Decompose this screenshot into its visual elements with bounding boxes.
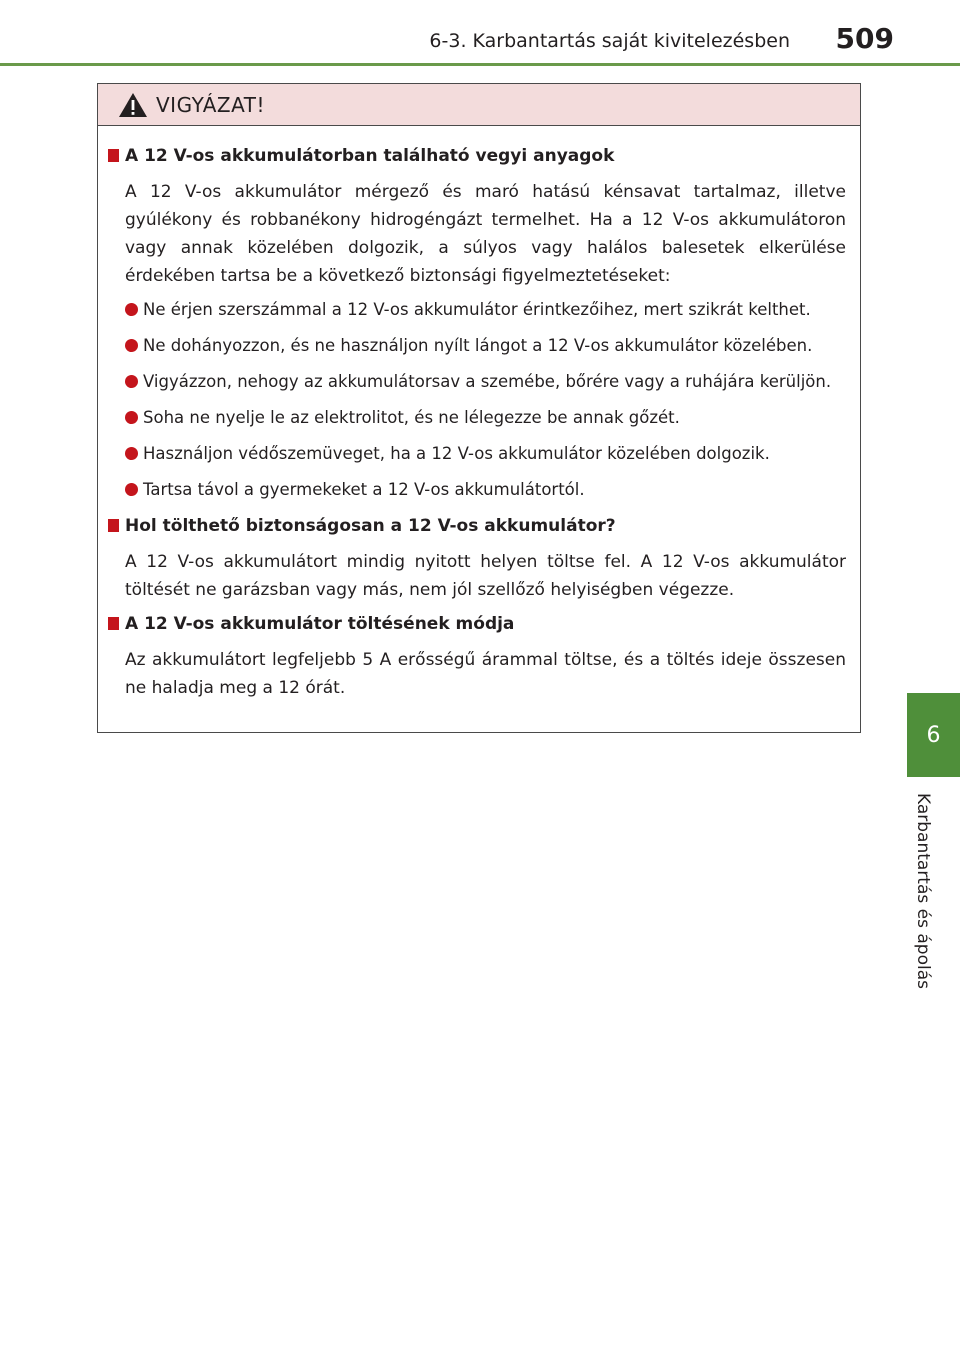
circle-bullet-icon (125, 411, 138, 424)
chapter-title: Karbantartás és ápolás (913, 793, 933, 989)
list-item: Tartsa távol a gyermekeket a 12 V-os akkumulátortól. (98, 478, 860, 502)
list-item: Vigyázzon, nehogy az akkumulátorsav a szemébe, bőrére vagy a ruhájára kerüljön. (98, 370, 860, 394)
circle-bullet-icon (125, 483, 138, 496)
warning-triangle-icon (118, 92, 148, 118)
section-text: A 12 V-os akkumulátort mindig nyitott helyen töltse fel. A 12 V-os akkumulátor töltését ne garázsban vagy más, nem jól szellőző helyiségben végezze. (125, 552, 846, 600)
circle-bullet-icon (125, 447, 138, 460)
section-title: 6-3. Karbantartás saját kivitelezésben (429, 30, 790, 52)
list-item: Ne érjen szerszámmal a 12 V-os akkumulátor érintkezőihez, mert szikrát kelthet. (98, 298, 860, 322)
caution-title: VIGYÁZAT! (156, 92, 265, 117)
list-item: Soha ne nyelje le az elektrolitot, és ne lélegezze be annak gőzét. (98, 406, 860, 430)
circle-bullet-icon (125, 339, 138, 352)
square-marker-icon (108, 617, 119, 630)
chapter-number: 6 (926, 722, 941, 748)
header-rule (0, 63, 960, 66)
section-text: Az akkumulátort legfeljebb 5 A erősségű árammal töltse, és a töltés ideje összesen ne haladja meg a 12 órát. (125, 650, 846, 698)
square-marker-icon (108, 519, 119, 532)
page-number: 509 (835, 22, 894, 55)
caution-box (97, 83, 861, 733)
chapter-tab (907, 693, 960, 777)
caution-header (98, 84, 860, 126)
list-item: Használjon védőszemüveget, ha a 12 V-os akkumulátor közelében dolgozik. (98, 442, 860, 466)
section-heading: A 12 V-os akkumulátorban található vegyi anyagok (98, 144, 860, 168)
section-heading: Hol tölthető biztonságosan a 12 V-os akkumulátor? (98, 514, 860, 538)
section-heading: A 12 V-os akkumulátor töltésének módja (98, 612, 860, 636)
section-text: A 12 V-os akkumulátor mérgező és maró hatású kénsavat tartalmaz, illetve gyúlékony és robbanékony hidrogéngázt termelhet. Ha a 12 V-os akkumulátoron vagy annak közelében dolgozik, a súlyos vagy halálos balesetek elkerülése érdekében tartsa be a következő biztonsági figyelmeztetéseket: (125, 182, 846, 286)
list-item: Ne dohányozzon, és ne használjon nyílt lángot a 12 V-os akkumulátor közelében. (98, 334, 860, 358)
circle-bullet-icon (125, 375, 138, 388)
caution-body (98, 126, 860, 702)
square-marker-icon (108, 149, 119, 162)
circle-bullet-icon (125, 303, 138, 316)
